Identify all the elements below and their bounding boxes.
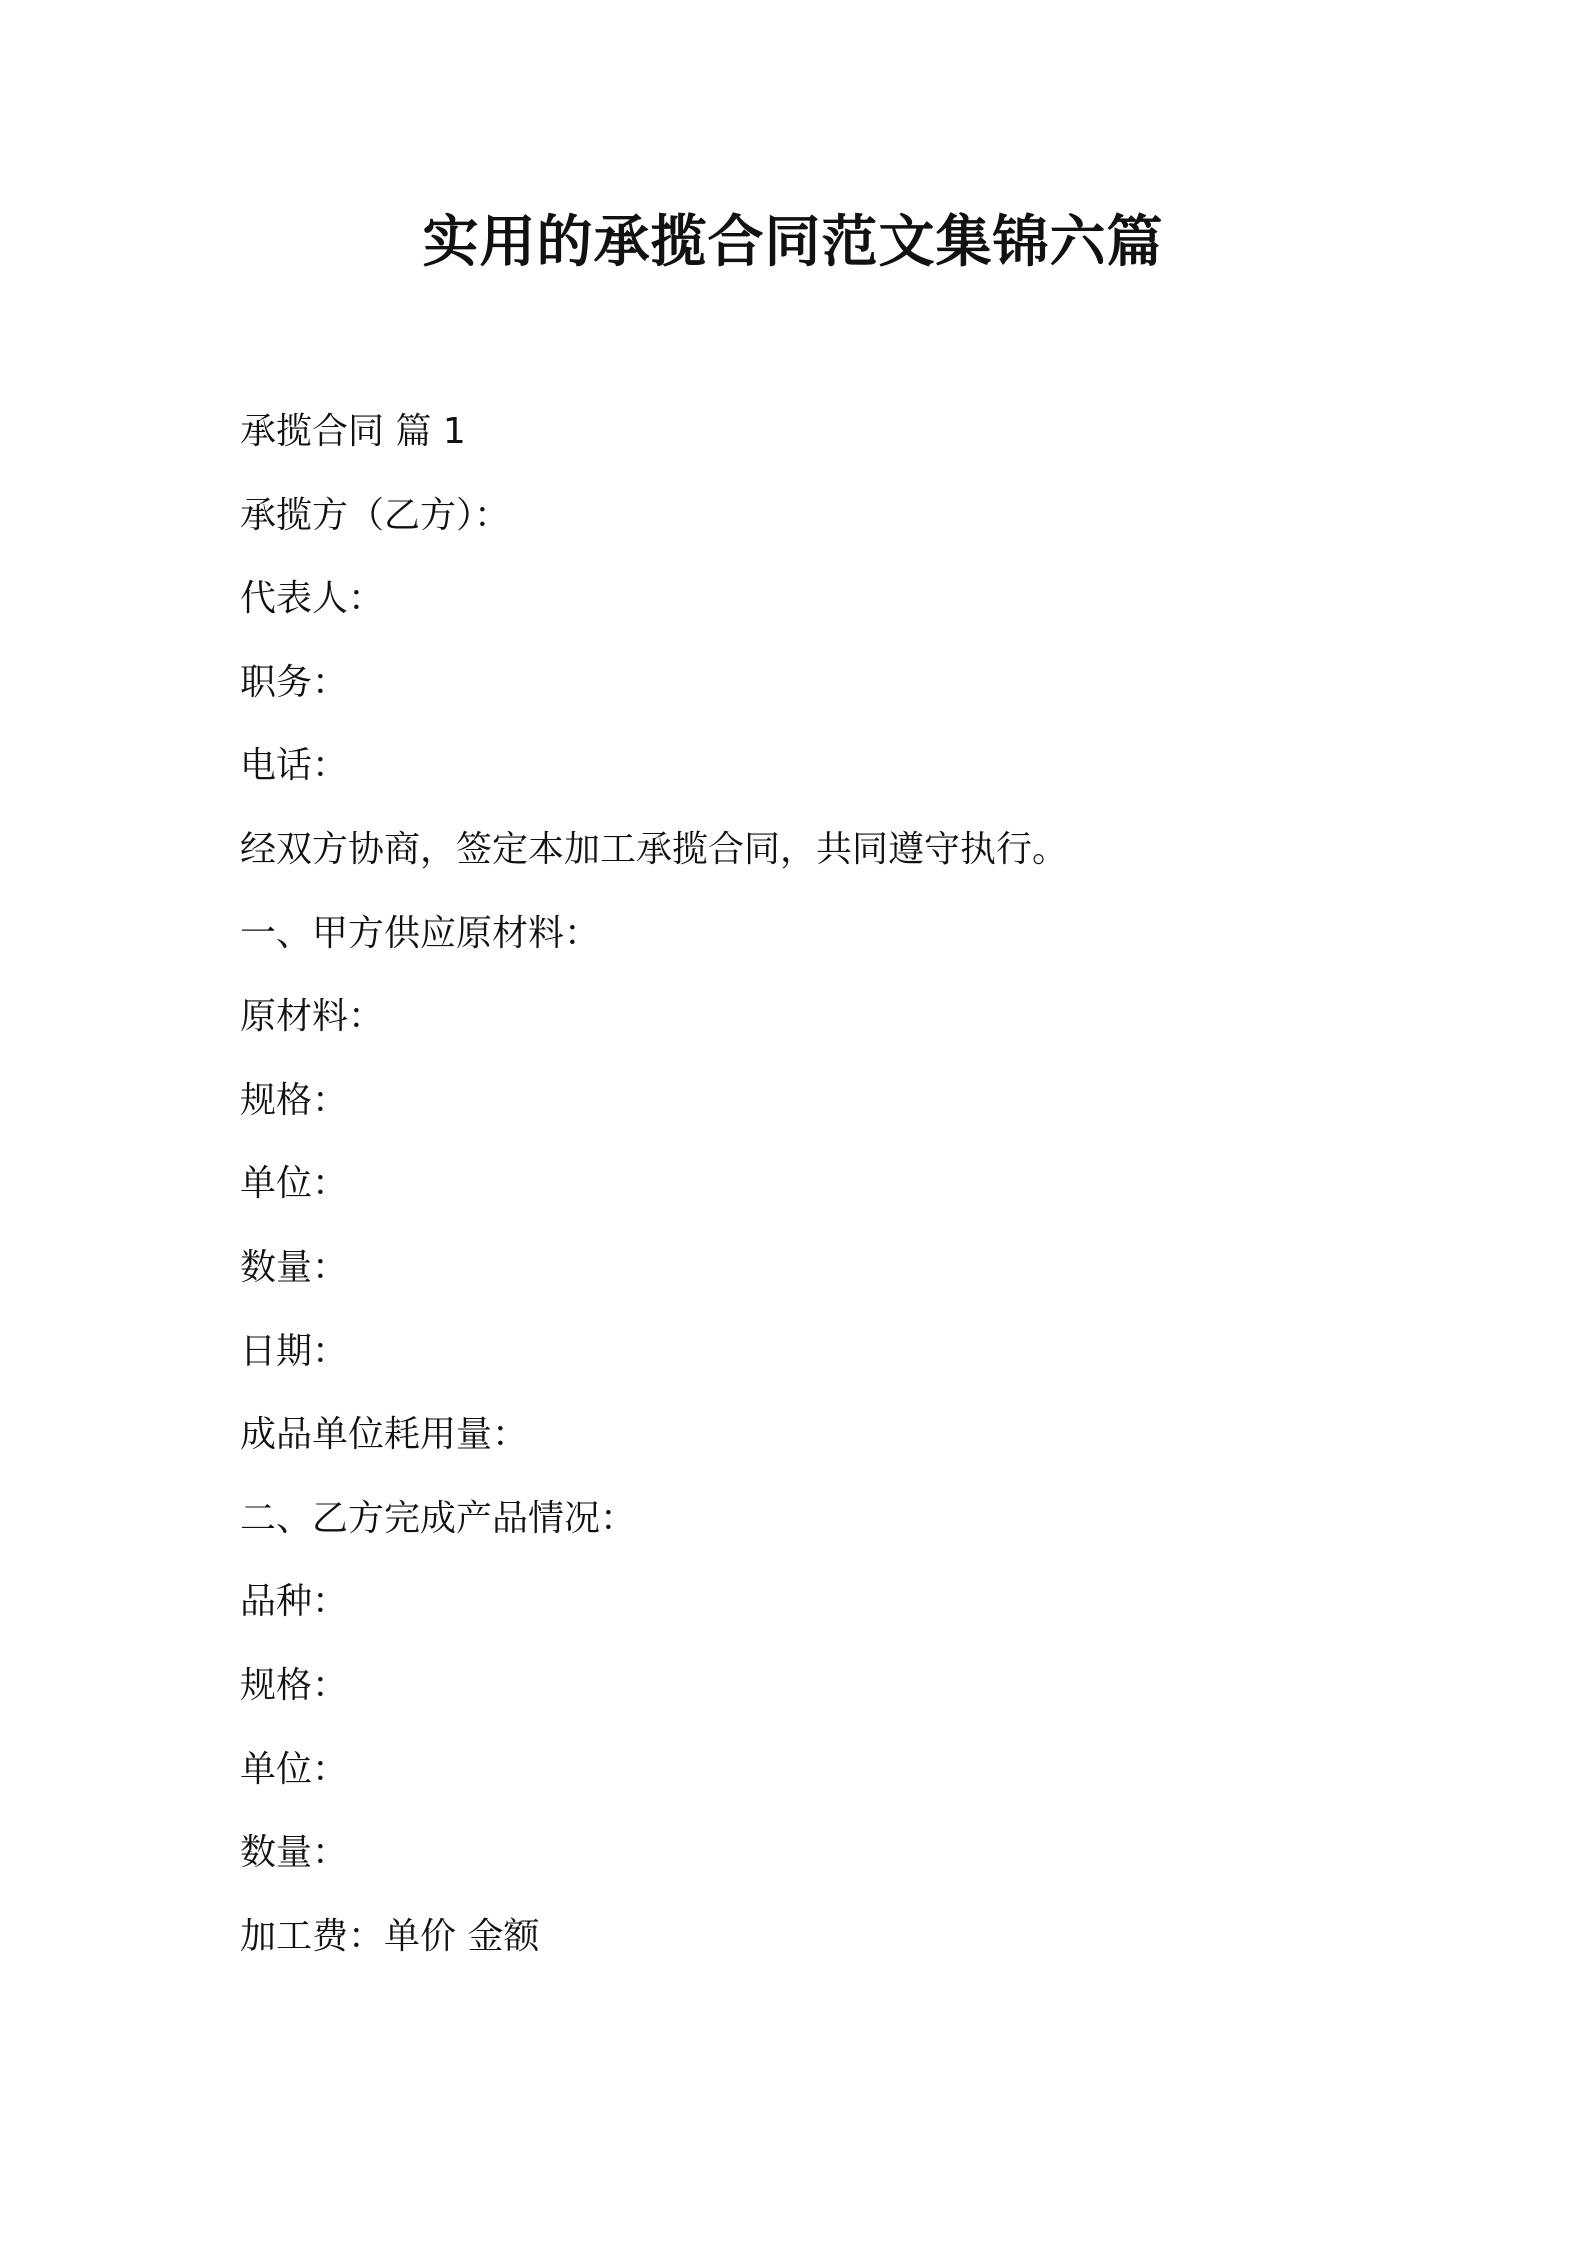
- date-field: 日期：: [240, 1330, 349, 1372]
- representative-field: 代表人：: [240, 578, 385, 620]
- section-heading-part-1: 承揽合同 篇 1: [240, 411, 466, 452]
- product-spec-field: 规格：: [240, 1664, 349, 1706]
- quantity-field: 数量：: [240, 1246, 349, 1288]
- clause-heading-1: 一、甲方供应原材料：: [240, 912, 601, 954]
- position-field: 职务：: [240, 661, 349, 703]
- document-body: [240, 408, 1350, 1996]
- variety-field: 品种：: [240, 1581, 349, 1623]
- processing-fee-field: 加工费：单价 金额: [240, 1915, 540, 1957]
- phone-field: 电话：: [240, 745, 349, 787]
- document-title: 实用的承揽合同范文集锦六篇: [422, 210, 1164, 275]
- raw-material-field: 原材料：: [240, 996, 385, 1038]
- unit-field: 单位：: [240, 1163, 349, 1205]
- spec-field: 规格：: [240, 1079, 349, 1121]
- agreement-statement: 经双方协商，签定本加工承揽合同，共同遵守执行。: [240, 828, 1069, 870]
- clause-heading-2: 二、乙方完成产品情况：: [240, 1497, 637, 1539]
- contractor-field: 承揽方（乙方）：: [240, 494, 511, 536]
- unit-consumption-field: 成品单位耗用量：: [240, 1414, 529, 1456]
- product-quantity-field: 数量：: [240, 1832, 349, 1874]
- product-unit-field: 单位：: [240, 1748, 349, 1790]
